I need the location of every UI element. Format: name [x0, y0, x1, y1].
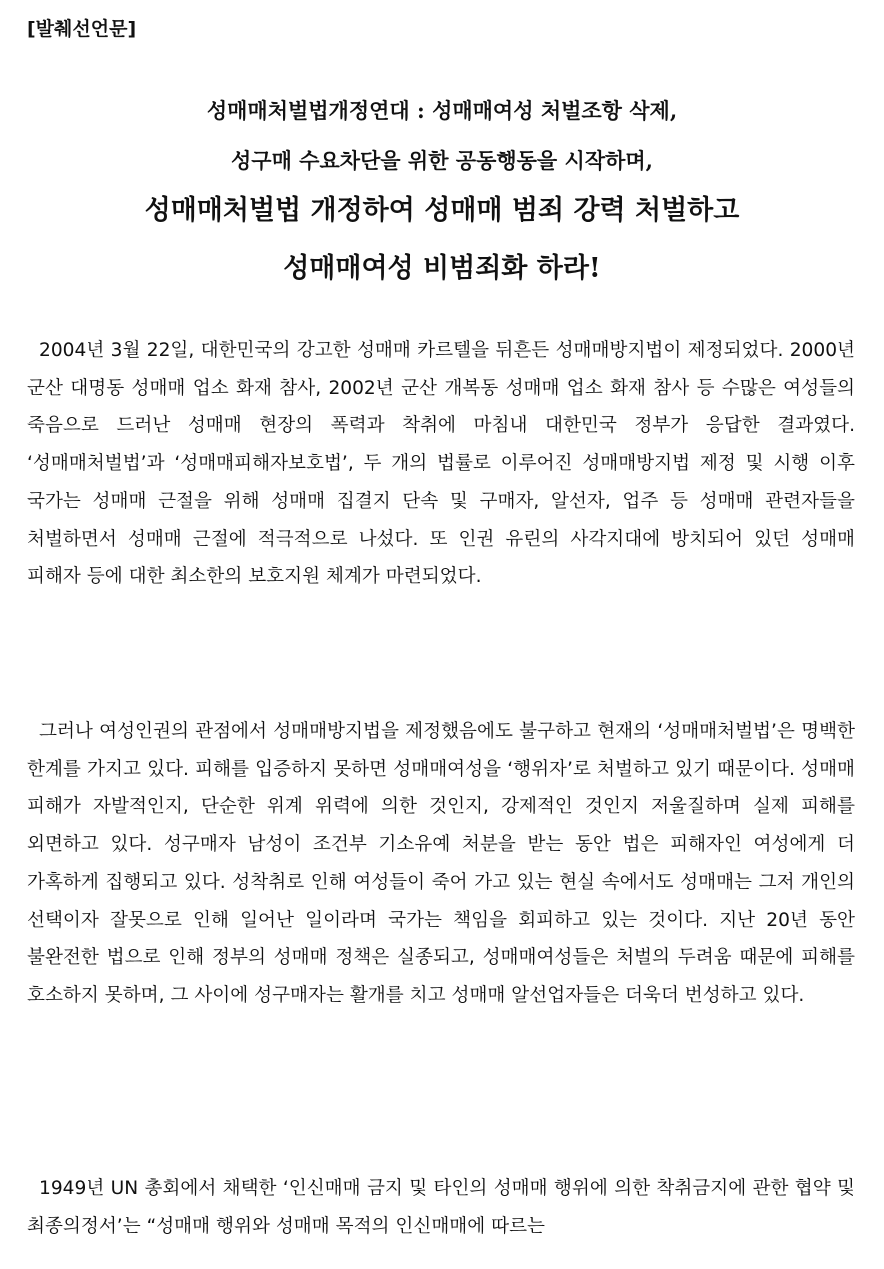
headline-line-2: 성매매여성 비범죄화 하라! — [283, 253, 601, 284]
body-paragraph-2: 그러나 여성인권의 관점에서 성매매방지법을 제정했음에도 불구하고 현재의 ‘성매매처벌법’은 명백한 한계를 가지고 있다. 피해를 입증하지 못하면 성매매여성을 ‘행위자’로 처벌하고 있기 때문이다. 성매매 피해가 자발적인지, 단순한 위계 위력에 의한 것인지, 강제적인 것인지 저울질하며 실제 피해를 외면하고 있다. 성구매자 남성이 조건부 기소유예 처분을 받는 동안 법은 피해자인 여성에게 더 가혹하게 집행되고 있다. 성착취로 인해 여성들이 죽어 가고 있는 현실 속에서도 성매매는 그저 개인의 선택이자 잘못으로 인해 일어난 일이라며 국가는 책임을 회피하고 있는 것이다. 지난 20년 동안 불완전한 법으로 인해 정부의 성매매 정책은 실종되고, 성매매여성들은 처벌의 두려움 때문에 피해를 호소하지 못하며, 그 사이에 성구매자는 활개를 치고 성매매 알선업자들은 더욱더 번성하고 있다. — [27, 721, 855, 1006]
subtitle-line-1: 성매매처벌법개정연대 : 성매매여성 처벌조항 삭제, — [206, 98, 678, 123]
body-paragraph-1: 2004년 3월 22일, 대한민국의 강고한 성매매 카르텔을 뒤흔든 성매매방지법이 제정되었다. 2000년 군산 대명동 성매매 업소 화재 참사, 2002년 군산 개복동 성매매 업소 화재 참사 등 수많은 여성들의 죽음으로 드러난 성매매 현장의 폭력과 착취에 마침내 대한민국 정부가 응답한 결과였다. ‘성매매처벌법’과 ‘성매매피해자보호법’, 두 개의 법률로 이루어진 성매매방지법 제정 및 시행 이후 국가는 성매매 근절을 위해 성매매 집결지 단속 및 구매자, 알선자, 업주 등 성매매 관련자들을 처벌하면서 성매매 근절에 적극적으로 나섰다. 또 인권 유린의 사각지대에 방치되어 있던 성매매 피해자 등에 대한 최소한의 보호지원 체계가 마련되었다. — [27, 340, 855, 588]
headline-line-1: 성매매처벌법 개정하여 성매매 범죄 강력 처벌하고 — [144, 195, 740, 226]
subtitle-line-2: 성구매 수요차단을 위한 공동행동을 시작하며, — [231, 148, 653, 173]
document-tag: [발췌선언문] — [27, 18, 137, 40]
body-paragraph-3: 1949년 UN 총회에서 채택한 ‘인신매매 금지 및 타인의 성매매 행위에 의한 착취금지에 관한 협약 및 최종의정서’는 “성매매 행위와 성매매 목적의 인신매매에 따르는 — [27, 1178, 855, 1237]
